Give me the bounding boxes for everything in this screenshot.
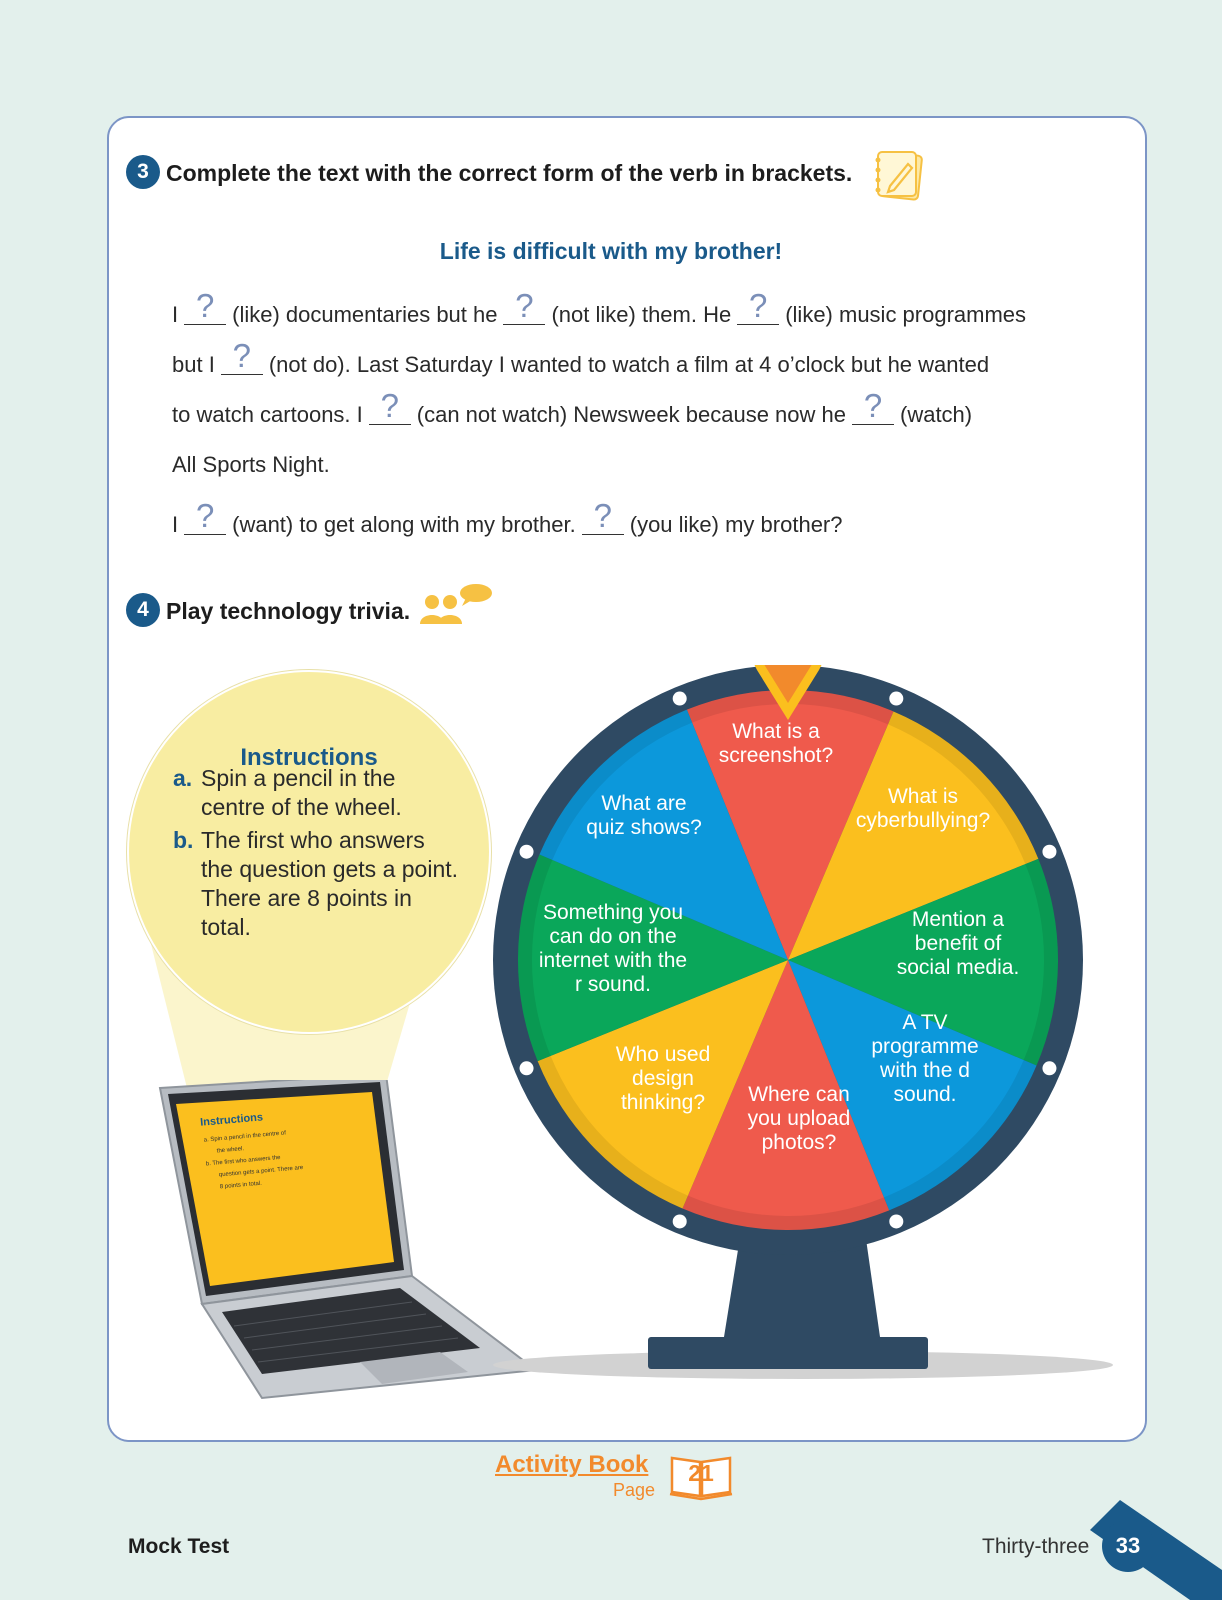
instruction-text: The first who answers the question gets a point. There are 8 points in total. <box>201 827 459 940</box>
wheel-frame-dot <box>1042 1061 1056 1075</box>
question-mark: ? <box>593 497 612 534</box>
story-text-fragment: All Sports Night. <box>172 452 330 477</box>
story-text <box>172 287 1092 550</box>
story-text-fragment: but I <box>172 352 215 377</box>
wheel-question-line: with the d <box>880 1059 970 1082</box>
footer-page-words: Thirty-three <box>982 1535 1090 1558</box>
story-line <box>172 440 1092 490</box>
story-text-fragment: (not do). Last Saturday I wanted to watch a film at 4 o’clock but he wanted <box>268 352 990 377</box>
question-mark: ? <box>380 387 399 424</box>
wheel-question <box>719 720 833 767</box>
instruction-text: Spin a pencil in the centre of the wheel. <box>201 765 402 820</box>
answer-blank[interactable] <box>369 387 411 425</box>
wheel-question <box>586 792 702 839</box>
wheel-question-line: screenshot? <box>718 744 834 767</box>
answer-blank[interactable] <box>852 387 894 425</box>
laptop-screen-line: b. The first who answers the <box>205 1154 281 1168</box>
wheel-frame-dot <box>889 692 903 706</box>
wheel-question-line: cyberbullying? <box>855 809 991 832</box>
instruction-marker: b. <box>173 827 194 853</box>
wheel-frame-dot <box>673 1214 687 1228</box>
answer-blank[interactable] <box>582 497 624 535</box>
story-line <box>172 287 1092 340</box>
story-text-fragment: (like) music programmes <box>785 302 1027 327</box>
laptop-screen-line: 8 points in total. <box>219 1180 263 1191</box>
wheel-question-line: What is <box>887 785 959 808</box>
notepad-pencil-icon <box>874 148 926 202</box>
wheel-question-line: benefit of <box>914 932 1002 955</box>
story-text-fragment: (watch) <box>900 402 973 427</box>
story-line <box>172 497 1092 550</box>
wheel-question-line: photos? <box>761 1131 837 1154</box>
wheel-frame-dot <box>889 1214 903 1228</box>
story-line <box>172 337 1092 390</box>
story-text-fragment: (can not watch) Newsweek because now he <box>416 402 846 427</box>
wheel-question-line: Where can <box>748 1083 850 1106</box>
story-text-fragment: I <box>172 512 179 537</box>
wheel-stand-base <box>648 1337 928 1369</box>
laptop-screen-line: the wheel. <box>216 1146 245 1155</box>
wheel-question-line: Mention a <box>911 908 1005 931</box>
activity-book-page-label: Page <box>613 1480 656 1500</box>
wheel-question-line: social media. <box>896 956 1020 979</box>
wheel-question-line: thinking? <box>620 1091 706 1114</box>
wheel-frame-dot <box>673 692 687 706</box>
story-text-fragment: (like) documentaries but he <box>232 302 498 327</box>
answer-blank[interactable] <box>184 287 226 325</box>
laptop-screen-title: Instructions <box>199 1111 264 1129</box>
question-mark: ? <box>195 287 215 324</box>
wheel-question-line: r sound. <box>575 973 651 996</box>
wheel-frame-dot <box>520 1061 534 1075</box>
wheel-question <box>897 908 1020 979</box>
wheel-frame-dot <box>1042 845 1056 859</box>
wheel-question-line: can do on the <box>549 925 677 948</box>
exercise-number-badge: 3 <box>126 155 160 189</box>
wheel-question-line: Something you <box>542 901 684 924</box>
story-text-fragment: (you like) my brother? <box>629 512 843 537</box>
activity-book-link[interactable]: Activity Book <box>495 1451 649 1478</box>
wheel-question-line: quiz shows? <box>586 816 702 839</box>
page-number: 33 <box>1115 1533 1141 1558</box>
answer-blank[interactable] <box>221 337 263 375</box>
trivia-wheel[interactable] <box>488 665 1118 1405</box>
answer-blank[interactable] <box>503 287 545 325</box>
wheel-question-line: What is a <box>732 720 820 743</box>
answer-blank[interactable] <box>184 497 226 535</box>
instructions-title: Instructions <box>240 744 378 771</box>
exercise-instruction: Complete the text with the correct form of the verb in brackets. <box>166 160 853 186</box>
laptop-screen-line: question gets a point. There are <box>218 1165 304 1179</box>
instruction-item <box>173 826 463 942</box>
people-speech-bubble-icon <box>418 582 494 628</box>
answer-blank[interactable] <box>737 287 779 325</box>
footer-section-label: Mock Test <box>128 1535 230 1558</box>
story-title: Life is difficult with my brother! <box>439 238 783 264</box>
question-mark: ? <box>863 387 883 424</box>
exercise-instruction: Play technology trivia. <box>166 598 411 624</box>
wheel-question-line: internet with the <box>538 949 688 972</box>
exercise-number-badge: 4 <box>126 593 160 627</box>
instruction-marker: a. <box>173 765 193 791</box>
wheel-question-line: sound. <box>893 1083 957 1106</box>
story-line <box>172 387 1092 440</box>
activity-book-page-number: 21 <box>688 1460 714 1486</box>
story-text-fragment: I <box>172 302 179 327</box>
question-mark: ? <box>195 497 215 534</box>
wheel-question-line: programme <box>871 1035 979 1058</box>
instructions-bubble <box>127 670 491 1034</box>
story-text-fragment: (not like) them. He <box>551 302 732 327</box>
wheel-question-line: What are <box>601 792 687 815</box>
question-mark: ? <box>749 287 768 324</box>
wheel-question-line: A TV <box>902 1011 948 1034</box>
wheel-frame-dot <box>520 845 534 859</box>
wheel-graphic <box>488 665 1118 1405</box>
wheel-question-line: design <box>632 1067 694 1090</box>
wheel-question <box>748 1083 851 1154</box>
laptop-screen-line: a. Spin a pencil in the centre of <box>203 1130 287 1144</box>
question-mark: ? <box>232 337 251 374</box>
story-text-fragment: (want) to get along with my brother. <box>232 512 576 537</box>
instruction-item <box>173 764 463 822</box>
wheel-question-line: you upload <box>747 1107 851 1130</box>
question-mark: ? <box>515 287 534 324</box>
story-text-fragment: to watch cartoons. I <box>172 402 363 427</box>
wheel-question-line: Who used <box>615 1043 711 1066</box>
